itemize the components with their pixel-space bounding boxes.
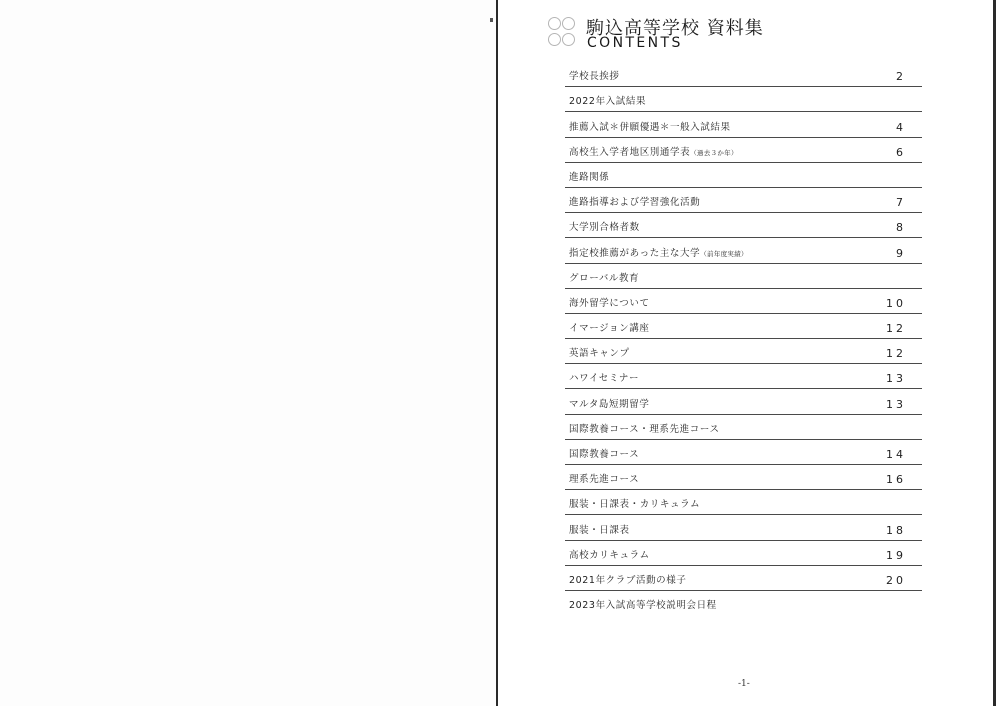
toc-entry-page: 9 [896,246,906,260]
toc-row [565,415,922,440]
document-title: 駒込高等学校 資料集 [586,18,764,39]
toc-entry-page: 7 [896,196,906,210]
toc-entry-label: 大学別合格者数 [569,222,640,234]
toc-row [565,440,922,465]
toc-entry-page: 8 [896,221,906,235]
toc-row [565,515,922,540]
toc-entry-page: 13 [886,372,906,386]
toc-row [565,289,922,314]
toc-row [565,591,922,615]
toc-entry-label: 2023年入試高等学校説明会日程 [569,600,717,612]
toc-row [565,364,922,389]
toc-entry-page: 20 [886,573,906,587]
toc-entry-label: 推薦入試＊併願優遇＊一般入試結果 [569,121,731,133]
toc-row [565,339,922,364]
toc-row [565,566,922,591]
toc-entry-page: 12 [886,347,906,361]
school-logo [548,14,574,48]
toc-entry-note: （過去３か年） [690,148,738,157]
toc-entry-label: マルタ島短期留学 [569,398,650,410]
toc-entry-label: 指定校推薦があった主な大学（前年度実績） [569,247,748,259]
toc-row [565,238,922,263]
toc-entry-label: 国際教養コース [569,449,640,460]
toc-entry-page: 18 [886,523,906,537]
toc-entry-label: 服装・日課表 [569,524,630,536]
toc-row [565,62,922,87]
toc-row [565,163,922,188]
toc-entry-page: 2 [896,70,906,84]
toc-row [565,465,922,490]
toc-entry-page: 4 [896,120,906,134]
toc-row [565,112,922,137]
toc-entry-page: 19 [886,548,906,562]
toc-row [565,490,922,515]
toc-entry-label: 国際教養コース・理系先進コース [569,423,720,435]
toc-entry-note: （前年度実績） [700,249,748,258]
toc-entry-page: 12 [886,322,906,336]
toc-row [565,541,922,566]
page-edge [993,0,996,706]
toc-entry-label: 2022年入試結果 [569,96,647,108]
toc-entry-page: 13 [886,397,906,411]
toc-row [565,87,922,112]
toc-entry-label: 海外留学について [569,297,650,309]
toc-entry-label: イマージョン講座 [569,323,650,335]
table-of-contents [565,62,922,615]
toc-entry-label: 高校生入学者地区別通学表（過去３か年） [569,146,738,158]
toc-entry-page: 16 [886,473,906,487]
toc-entry-label: 進路指導および学習強化活動 [569,197,701,209]
toc-row [565,264,922,289]
toc-entry-page: 6 [896,145,906,159]
toc-entry-label: 高校カリキュラム [569,549,650,561]
toc-entry-label: 服装・日課表・カリキュラム [569,499,701,511]
toc-entry-label: 学校長挨拶 [569,71,620,83]
toc-entry-label: 英語キャンプ [569,348,630,360]
page-spine [496,0,498,706]
page-number: -1- [738,679,750,689]
toc-entry-label: ハワイセミナー [569,373,640,385]
toc-row [565,213,922,238]
scan-mark [490,18,493,22]
toc-entry-label: 進路関係 [569,171,610,183]
contents-heading: CONTENTS [587,35,683,51]
toc-entry-label: 理系先進コース [569,474,640,486]
toc-entry-page: 14 [886,448,906,461]
toc-entry-page: 10 [886,296,906,310]
left-blank-page [0,0,496,706]
toc-row [565,188,922,213]
toc-entry-label: 2021年クラブ活動の様子 [569,574,687,586]
toc-row [565,389,922,414]
toc-row [565,138,922,163]
toc-entry-label: グローバル教育 [569,272,640,284]
toc-row [565,314,922,339]
